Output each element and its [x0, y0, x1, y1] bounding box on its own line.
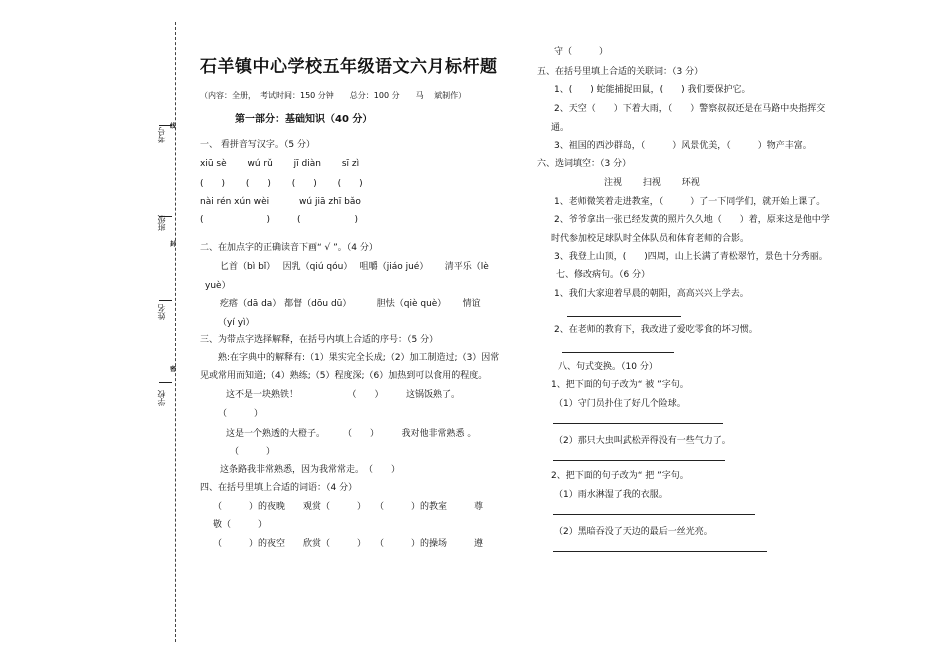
q2-row2-cont[interactable]: （yí yì）: [218, 318, 255, 328]
q8-sentence-1: （1）守门员扑住了好几个险球。: [554, 399, 686, 409]
q1-pinyin-row1: xiū sè wú rǔ jī diàn sī zì: [200, 159, 360, 169]
q3-definition-2: 见或常用而知道;（4）熟练;（5）程度深;（6）加热到可以食用的程度。: [200, 371, 488, 381]
q4-row1[interactable]: （ ）的夜晚 观赏（ ） （ ）的教室 尊: [213, 502, 484, 512]
q3-sentence-1[interactable]: 这不是一块熟铁！ （ ） 这锅饭熟了。: [226, 390, 461, 400]
q8-sub1: 1、把下面的句子改为“ 被 ”字句。: [551, 380, 689, 390]
q4-row2[interactable]: （ ）的夜空 欣赏（ ） （ ）的操场 遵: [213, 539, 484, 549]
q8-answer-line-2[interactable]: [553, 460, 725, 461]
q4-carry-over[interactable]: 守（ ）: [554, 47, 609, 57]
q8-sentence-3: （1）雨水淋湿了我的衣服。: [554, 490, 668, 500]
q6-sentence-1[interactable]: 1、老师微笑着走进教室，（ ）了一下同学们，就开始上课了。: [554, 197, 826, 207]
q4-title: 四、在括号里填上合适的词语：（4 分）: [200, 483, 358, 493]
q3-sentence-2-blank[interactable]: （ ）: [230, 447, 276, 457]
q1-pinyin-row2: nài rén xún wèi wú jiā zhī bǎo: [200, 197, 361, 207]
q2-row1-cont[interactable]: yuè）: [205, 281, 231, 291]
q6-sentence-2-cont: 时代参加校足球队时全体队员和体育老师的合影。: [551, 234, 750, 244]
q5-title: 五、在括号里填上合适的关联词：（3 分）: [537, 67, 704, 77]
q3-definition-1: 熟:在字典中的解释有:（1）果实完全长成;（2）加工制造过;（3）因常: [218, 353, 500, 363]
school-label: 学校: [157, 390, 166, 406]
q8-answer-line-1[interactable]: [553, 423, 723, 424]
q8-sentence-2: （2）那只大虫叫武松弄得没有一些气力了。: [554, 436, 731, 446]
q2-title: 二、在加点字的正确读音下画“ √ ”。（4 分）: [200, 243, 378, 253]
q7-sentence-1: 1、我们大家迎着早晨的朝阳，高高兴兴上学去。: [554, 289, 749, 299]
q5-sentence-3[interactable]: 3、祖国的西沙群岛，（ ）风景优美，（ ）物产丰富。: [554, 141, 812, 151]
seal-mark-line: 线: [170, 123, 177, 130]
q2-row2[interactable]: 疙瘩（dā da） 都督（dōu dū） 胆怯（qiè què） 情谊: [220, 299, 481, 309]
q6-word-bank: 注视 扫视 环视: [604, 178, 700, 188]
q5-sentence-1[interactable]: 1、( ) 蛇能捕捉田鼠，( ) 我们要保护它。: [554, 85, 751, 95]
q1-blank-row2[interactable]: ( ) ( ): [200, 215, 359, 225]
q8-title: 八、句式变换。（10 分）: [558, 362, 658, 372]
q6-sentence-3[interactable]: 3、我登上山顶，( )四周，山上长满了青松翠竹，景色十分秀丽。: [554, 252, 828, 262]
q6-sentence-2[interactable]: 2、爷爷拿出一张已经发黄的照片久久地（ ）着，原来这是他中学: [554, 215, 830, 225]
seal-mark-seal: 封: [170, 241, 177, 248]
q8-answer-line-4[interactable]: [553, 551, 767, 552]
q1-title: 一、 看拼音写汉字。（5 分）: [200, 140, 315, 150]
q8-sub2: 2、把下面的句子改为“ 把 ”字句。: [551, 471, 689, 481]
q3-sentence-2[interactable]: 这是一个熟透的大橙子。 （ ） 我对他非常熟悉 。: [226, 429, 477, 439]
class-label: 班级: [157, 215, 166, 231]
q3-title: 三、为带点字选择解释，在括号内填上合适的序号：（5 分）: [200, 335, 439, 345]
school-field[interactable]: [159, 382, 172, 383]
q6-title: 六、选词填空：（3 分）: [537, 159, 632, 169]
class-field[interactable]: [159, 216, 172, 217]
q8-sentence-4: （2）黑暗吞没了天边的最后一丝光亮。: [554, 527, 713, 537]
q1-blank-row1[interactable]: ( ) ( ) ( ) ( ): [200, 179, 363, 189]
exam-info: （内容：全册， 考试时间：150 分钟 总分：100 分 马 斌制作）: [200, 91, 467, 100]
name-field[interactable]: [159, 300, 172, 301]
page-title: 石羊镇中心学校五年级语文六月标杆题: [200, 57, 498, 77]
binding-dashed-line: [175, 22, 176, 642]
q2-row1[interactable]: 匕首（bì bǐ） 因乳（qiú qóu） 咀嚼（jiáo jué） 清平乐（lè: [220, 262, 489, 272]
exam-number-label: 考号: [157, 127, 166, 143]
part-one-heading: 第一部分：基础知识（40 分）: [235, 114, 373, 125]
q7-title: 七、修改病句。（6 分）: [556, 270, 651, 280]
q8-answer-line-3[interactable]: [553, 514, 755, 515]
q5-sentence-2-cont: 通。: [551, 123, 570, 133]
q3-sentence-3[interactable]: 这条路我非常熟悉，因为我常常走。 （ ）: [220, 465, 401, 475]
q7-sentence-2: 2、在老师的教育下，我改进了爱吃零食的坏习惯。: [554, 325, 758, 335]
seal-mark-secret: 密: [170, 366, 177, 373]
q4-row1-cont[interactable]: 敬（ ）: [213, 520, 268, 530]
q7-answer-line-2[interactable]: [562, 352, 674, 353]
q7-answer-line-1[interactable]: [567, 316, 681, 317]
name-label: 姓名: [157, 304, 166, 320]
q3-sentence-1-blank[interactable]: （ ）: [218, 409, 264, 419]
q5-sentence-2[interactable]: 2、天空（ ）下着大雨，（ ）警察叔叔还是在马路中央指挥交: [554, 104, 826, 114]
